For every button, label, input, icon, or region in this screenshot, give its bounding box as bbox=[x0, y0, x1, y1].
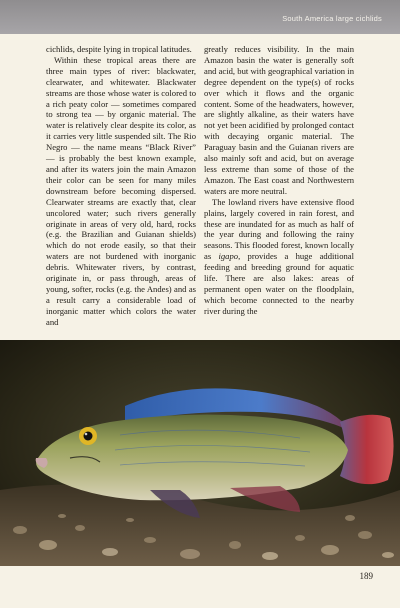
paragraph: Within these tropical areas there are three main types of river: blackwater, clearwater, and whitewater. Blackwater streams are those whose water is colored to a rich peaty color — sometimes compared to strong tea — by organic material. The water is relatively clear despite its color, as it carries very little suspended silt. The Rio Negro — the name means “Black River” — is probably the best known example, and after its waters join the main Amazon their color can be seen for many miles downstream before becoming dispersed. Clearwater streams are exactly that, clear uncolored water; such rivers generally originate in areas of very old, hard, rocks (e.g. the Brazilian and Guianan shields) which do not erode easily, so that their waters are not burdened with inorganic debris. Whitewater rivers, by contrast, originate in, or pass through, areas of young, softer, rocks (e.g. the Andes) and as a result carry a considerable load of inorganic matter which colors the water and bbox=[46, 54, 196, 327]
paragraph-text: , provides a huge additional feeding and breeding ground for aquatic life. There are also lakes: areas of permanent open water on the floodplain, which become connected to the nearby river during the bbox=[204, 251, 354, 316]
fish-photograph bbox=[0, 340, 400, 566]
fish-photograph-image bbox=[0, 340, 400, 566]
paragraph-text: The lowland rivers have extensive flood plains, largely covered in rain forest, and these are inundated for as much as half of the year during and following the rainy seasons. This flooded forest, known locally as bbox=[204, 196, 354, 262]
paragraph bbox=[204, 197, 354, 317]
page-number: 189 bbox=[359, 571, 373, 581]
paragraph: greatly reduces visibility. In the main Amazon basin the water is generally soft and acid, but with geographical variation in degree dependent on the type(s) of rocks over which it flows and the organic content. Some of the headwaters, however, are slightly alkaline, as their waters have not yet been acidified by prolonged contact with decaying organic material. The Paraguay basin and the Guianan rivers are also mainly soft and acid, but on average less extreme than some of those of the Amazon. The East coast and Northwestern waters are more neutral. bbox=[204, 44, 354, 196]
text-column-left bbox=[46, 44, 196, 328]
text-column-right bbox=[204, 44, 354, 317]
italic-term: igapo bbox=[218, 251, 239, 262]
running-head: South America large cichlids bbox=[282, 14, 382, 23]
header-bar bbox=[0, 0, 400, 34]
paragraph: cichlids, despite lying in tropical latitudes. bbox=[46, 44, 192, 54]
